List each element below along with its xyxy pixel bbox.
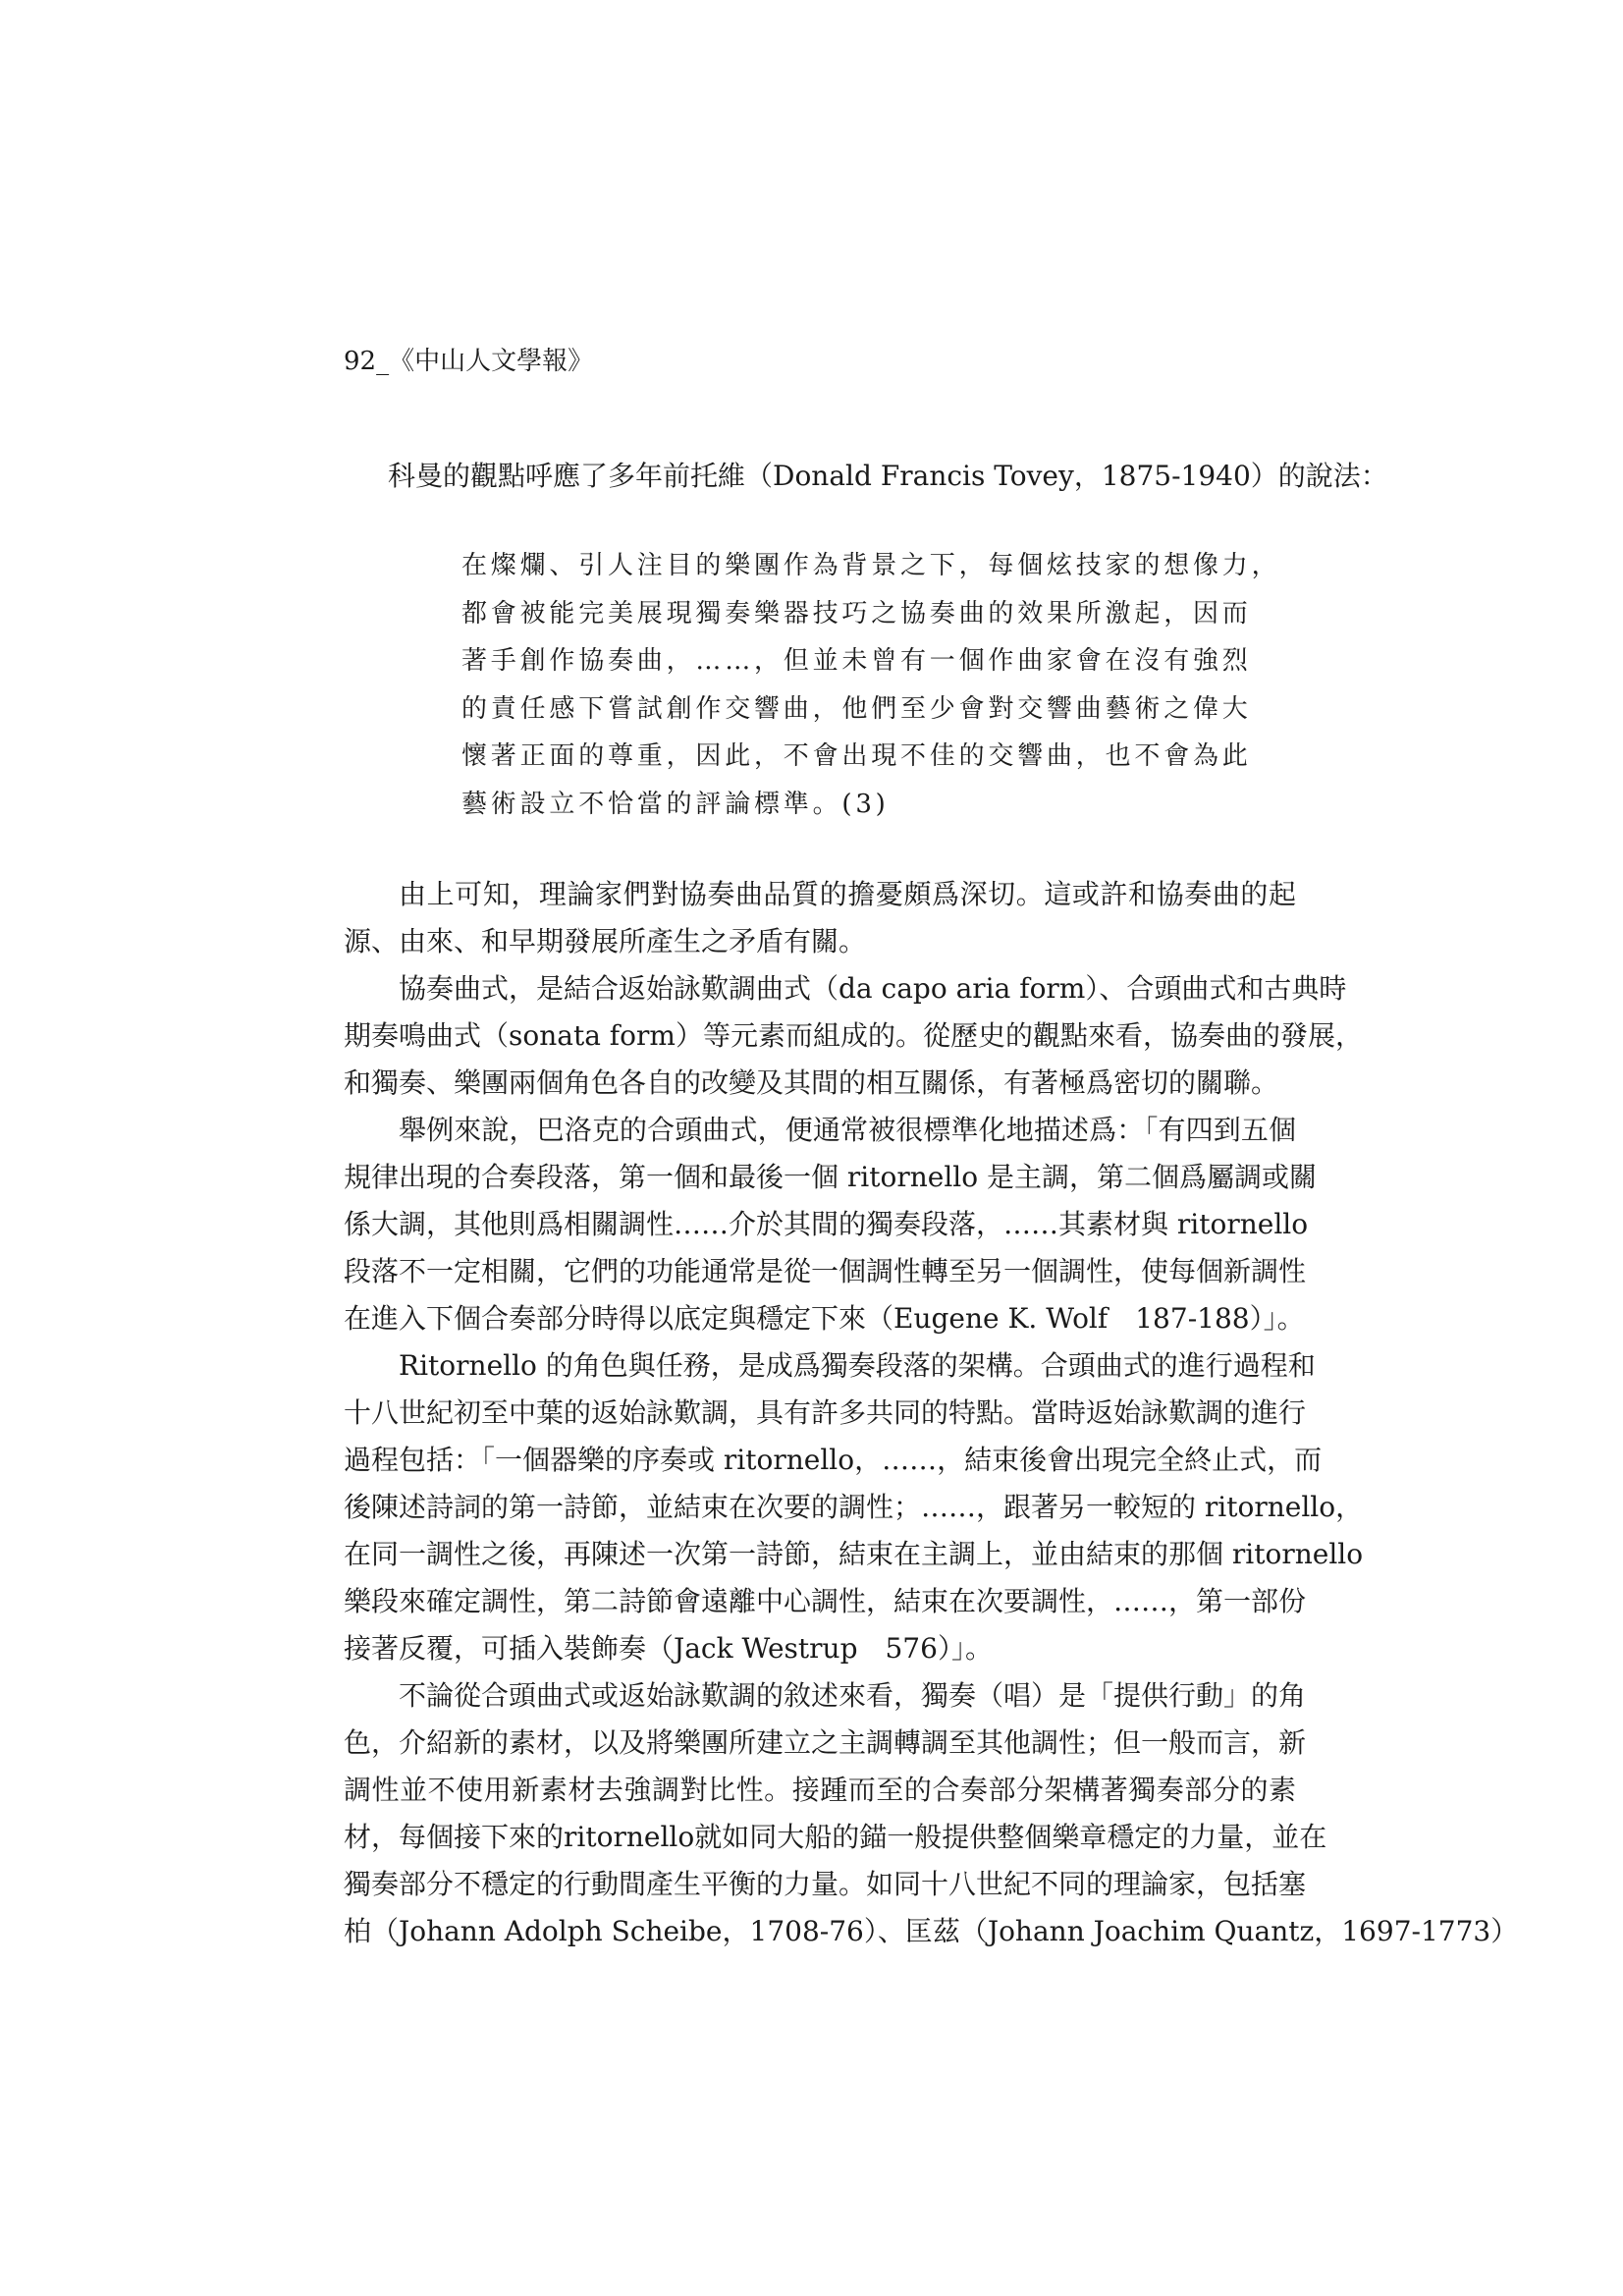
quote-line: 藝術設立不恰當的評論標準。(3) [461,789,890,819]
running-head: 92_《中山人文學報》 [344,347,594,376]
text-line: 源、由來、和早期發展所產生之矛盾有關。 [344,925,867,957]
text-line: 在同一調性之後，再陳述一次第一詩節，結束在主調上，並由結束的那個 ritornello [344,1538,1364,1570]
text-line: 在進入下個合奏部分時得以底定與穩定下來（Eugene K. Wolf 187-188）」。 [344,1302,1305,1335]
text-line: 規律出現的合奏段落，第一個和最後一個 ritornello 是主調，第二個爲屬調或關 [344,1161,1318,1193]
text-line: 後陳述詩詞的第一詩節，並結束在次要的調性；……，跟著另一較短的 ritornello， [344,1491,1364,1523]
text-line: 柏（Johann Adolph Scheibe，1708-76）、匡茲（Johann Joachim Quantz，1697-1773） [344,1915,1519,1947]
text-line: 材，每個接下來的ritornello就如同大船的錨一般提供整個樂章穩定的力量，並在 [344,1821,1327,1853]
quote-line: 在燦爛、引人注目的樂團作為背景之下，每個炫技家的想像力， [461,551,1281,580]
block-quote [461,542,1281,828]
quote-line: 都會被能完美展現獨奏樂器技巧之協奏曲的效果所激起，因而 [461,598,1252,629]
text-line: 和獨奏、樂團兩個角色各自的改變及其間的相互關係，有著極爲密切的關聯。 [344,1066,1279,1099]
body-text [344,871,1519,1955]
paragraph-2 [344,965,1363,1107]
text-line: 協奏曲式，是結合返始詠歎調曲式（da capo aria form）、合頭曲式和古典時 [399,972,1347,1005]
text-line: 舉例來說，巴洛克的合頭曲式，便通常被很標準化地描述爲：「有四到五個 [399,1114,1296,1146]
quote-line: 的責任感下嘗試創作交響曲，他們至少會對交響曲藝術之偉大 [461,693,1252,724]
intro-sentence: 科曼的觀點呼應了多年前托維（Donald Francis Tovey，1875-1940）的說法： [388,460,1388,492]
text-line: 調性並不使用新素材去強調對比性。接踵而至的合奏部分架構著獨奏部分的素 [344,1774,1296,1806]
text-line: 獨奏部分不穩定的行動間產生平衡的力量。如同十八世紀不同的理論家，包括塞 [344,1868,1307,1900]
paragraph-5 [344,1672,1519,1955]
text-line: 色，介紹新的素材，以及將樂團所建立之主調轉調至其他調性；但一般而言，新 [344,1726,1307,1759]
text-line: 由上可知，理論家們對協奏曲品質的擔憂頗爲深切。這或許和協奏曲的起 [399,878,1296,910]
paragraph-3 [344,1107,1318,1342]
quote-line: 懷著正面的尊重，因此，不會出現不佳的交響曲，也不會為此 [461,741,1252,771]
paragraph-4 [344,1342,1364,1672]
text-line: 係大調，其他則爲相關調性……介於其間的獨奏段落，……其素材與 ritornello [344,1208,1309,1240]
text-line: 過程包括：「一個器樂的序奏或 ritornello，……，結束後會出現完全終止式，而 [344,1444,1323,1476]
text-line: 期奏鳴曲式（sonata form）等元素而組成的。從歷史的觀點來看，協奏曲的發展， [344,1019,1363,1052]
text-line: 不論從合頭曲式或返始詠歎調的敘述來看，獨奏（唱）是「提供行動」的角 [399,1679,1307,1712]
text-line: Ritornello 的角色與任務，是成爲獨奏段落的架構。合頭曲式的進行過程和 [399,1349,1316,1382]
text-line: 十八世紀初至中葉的返始詠歎調，具有許多共同的特點。當時返始詠歎調的進行 [344,1396,1307,1429]
text-line: 樂段來確定調性，第二詩節會遠離中心調性，結束在次要調性，……，第一部份 [344,1585,1307,1617]
text-line: 段落不一定相關，它們的功能通常是從一個調性轉至另一個調性，使每個新調性 [344,1255,1307,1287]
text-line: 接著反覆，可插入裝飾奏（Jack Westrup 576）」。 [344,1632,993,1665]
paragraph-1 [344,871,1296,965]
quote-line: 著手創作協奏曲，……，但並未曾有一個作曲家會在沒有強烈 [461,646,1252,676]
